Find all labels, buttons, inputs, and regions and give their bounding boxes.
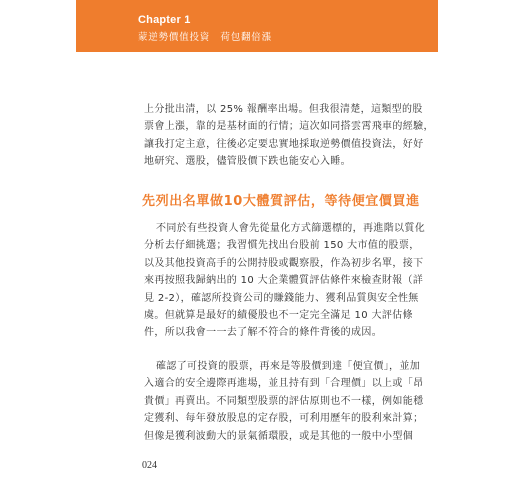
chapter-header-band [76,0,438,52]
paragraph-line: 但像是獲利波動大的景氣循環股，或是其他的一般中小型個 [144,430,414,442]
paragraph-line: 分析去仔細挑選；我習慣先找出台股前 150 大市值的股票， [144,240,420,252]
paragraph-3 [144,358,424,445]
section-heading: 先列出名單做10大體質評估，等待便宜價買進 [142,194,420,209]
paragraph-line: 票會上漲，靠的是基材面的行情；這次如同搭雲霄飛車的經驗， [144,121,434,133]
paragraph-line: 不同於有些投資人會先從量化方式篩選標的，再進階以質化 [156,223,426,234]
paragraph-line: 確認了可投資的股票，再來是等股價到達「便宜價」，並加 [156,361,421,372]
paragraph-line: 虞。但就算是最好的績優股也不一定完全滿足 10 大評估條 [144,310,413,322]
paragraph-line: 定獲利、每年發放股息的定存股，可利用歷年的股利來計算； [144,413,424,425]
paragraph-line: 見 2-2），確認所投資公司的賺錢能力、獲利品質與安全性無 [144,292,419,304]
paragraph-1 [144,101,434,171]
chapter-subtitle: 蒙逆勢價值投資 荷包翻倍漲 [138,32,272,43]
chapter-title: Chapter 1 [138,14,191,26]
paragraph-2 [144,220,426,342]
book-page [76,0,438,500]
paragraph-line: 以及其他投資高手的公開持股或觀察股，作為初步名單，接下 [144,257,424,269]
page-number: 024 [142,460,157,471]
paragraph-line: 讓我打定主意，往後必定要忠實地採取逆勢價值投資法，好好 [144,138,424,150]
paragraph-line: 地研究、選股，儘管股價下跌也能安心入睡。 [144,156,351,168]
paragraph-line: 貴價」再賣出。不同類型股票的評估原則也不一樣，例如能穩 [144,395,424,407]
paragraph-line: 件，所以我會一一去了解不符合的條件背後的成因。 [144,327,383,339]
paragraph-line: 上分批出清，以 25% 報酬率出場。但我很清楚，這類型的股 [144,104,423,115]
paragraph-line: 來再按照我歸納出的 10 大企業體質評估條件來檢查財報（詳 [144,275,424,287]
paragraph-line: 入適合的安全邊際再進場，並且持有到「合理價」以上或「昂 [144,378,424,390]
